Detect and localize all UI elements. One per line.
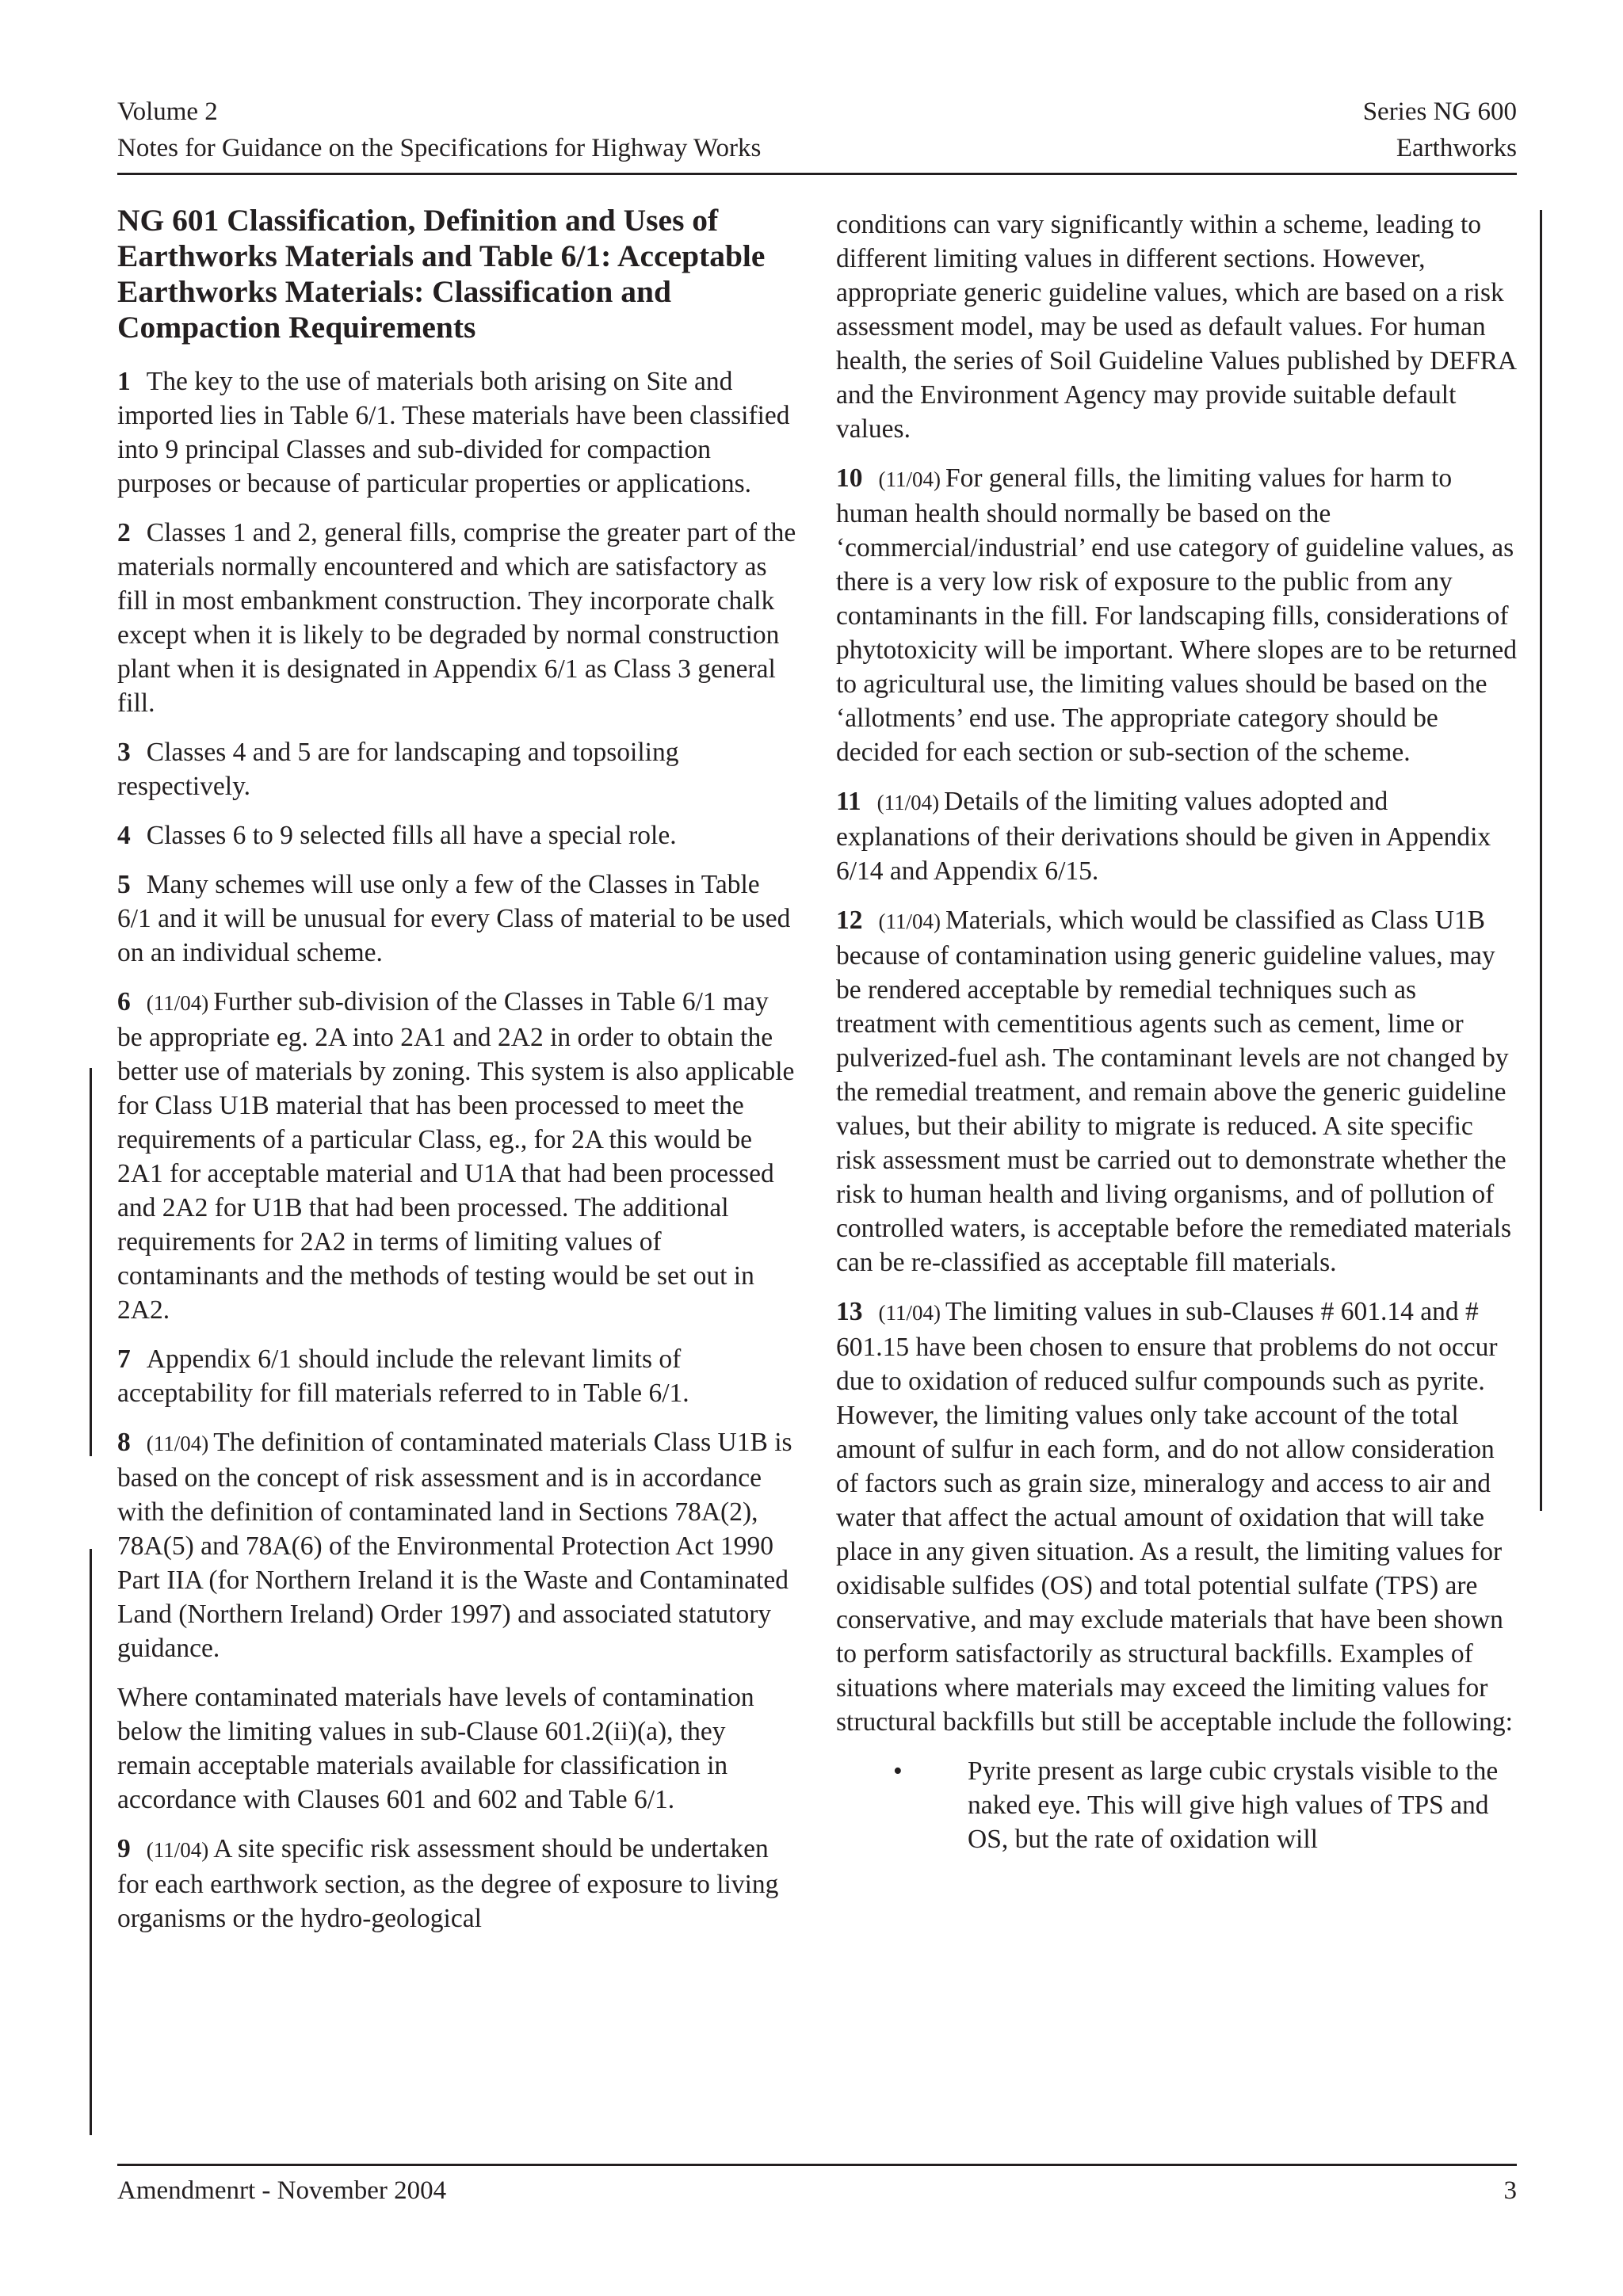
paragraph-10 bbox=[836, 461, 1518, 769]
paragraph-2 bbox=[117, 516, 797, 720]
page-header bbox=[117, 93, 1517, 174]
left-column bbox=[117, 203, 797, 1951]
subject-label: Earthworks bbox=[1396, 134, 1517, 162]
header-right bbox=[1363, 93, 1517, 166]
paragraph-number: 9 bbox=[117, 1834, 131, 1863]
change-bar-right-column bbox=[1540, 210, 1542, 1511]
paragraph-5 bbox=[117, 868, 797, 970]
paragraph-number: 2 bbox=[117, 518, 131, 547]
right-column bbox=[836, 208, 1518, 1856]
paragraph-12 bbox=[836, 903, 1518, 1280]
amendment-date: (11/04) bbox=[878, 1301, 941, 1325]
paragraph-text: A site specific risk assessment should be undertaken for each earthwork section, as the degree of exposure to living organisms or the hydro-geological bbox=[117, 1834, 779, 1933]
footer-rule bbox=[117, 2164, 1517, 2166]
paragraph-7 bbox=[117, 1342, 797, 1410]
paragraph-number: 13 bbox=[836, 1297, 863, 1326]
paragraph-number: 12 bbox=[836, 906, 863, 935]
change-bar-para-6 bbox=[90, 1068, 92, 1456]
amendment-date: (11/04) bbox=[146, 991, 209, 1015]
bullet-icon: • bbox=[893, 1756, 903, 1786]
paragraph-9 bbox=[117, 1832, 797, 1936]
paragraph-text: Classes 6 to 9 selected fills all have a special role. bbox=[146, 821, 677, 850]
paragraph-9-continued: conditions can vary significantly within a scheme, leading to different limiting values in different sections. However, appropriate generic guideline values, which are based on a risk assessment model, may be used as default values. For human health, the series of Soil Guideline Values published by DEFRA and the Environment Agency may provide suitable default values. bbox=[836, 210, 1516, 444]
paragraph-8-continued: Where contaminated materials have levels of contamination below the limiting values in sub-Clause 601.2(ii)(a), they remain acceptable materials available for classification in accordance with Clauses 601 and 602 and Table 6/1. bbox=[117, 1683, 754, 1814]
paragraph-text: The limiting values in sub-Clauses # 601.14 and # 601.15 have been chosen to ensure that problems do not occur due to oxidation of reduced sulfur compounds such as pyrite. However, the limiting values only take account of the total amount of sulfur in each form, and do not allow consideration of factors such as grain size, mineralogy and access to air and water that affect the actual amount of oxidation that will take place in any given situation. As a result, the limiting values for oxidisable sulfides (OS) and total potential sulfate (TPS) are conservative, and may exclude materials that have been shown to perform satisfactorily as structural backfills. Examples of situations where materials may exceed the limiting values for structural backfills but still be acceptable include the following: bbox=[836, 1297, 1513, 1737]
paragraph-8 bbox=[117, 1425, 797, 1665]
paragraph-text: Further sub-division of the Classes in Table 6/1 may be appropriate eg. 2A into 2A1 and 2A2 in order to obtain the better use of materials by zoning. This system is also applicable for Class U1B material that has been processed to meet the requirements of a particular Class, eg., for 2A this would be 2A1 for acceptable material and U1A that had been processed and 2A2 for U1B that had been processed. The additional requirements for 2A2 in terms of limiting values of contaminants and the methods of testing would be set out in 2A2. bbox=[117, 987, 795, 1325]
section-title: NG 601 Classification, Definition and Uses of Earthworks Materials and Table 6/1: Acceptable Earthworks Materials: Classification and Compaction Requirements bbox=[117, 203, 766, 345]
paragraph-text: The definition of contaminated materials Class U1B is based on the concept of risk assessment and is in accordance with the definition of contaminated land in Sections 78A(2), 78A(5) and 78A(6) of the Environmental Protection Act 1990 Part IIA (for Northern Ireland it is the Waste and Contaminated Land (Northern Ireland) Order 1997) and associated statutory guidance. bbox=[117, 1428, 792, 1663]
amendment-date: (11/04) bbox=[876, 791, 940, 814]
page-number: 3 bbox=[1503, 2176, 1517, 2205]
paragraph-1 bbox=[117, 364, 797, 501]
amendment-date: (11/04) bbox=[878, 467, 941, 491]
paragraph-text: Details of the limiting values adopted and explanations of their derivations should be given in Appendix 6/14 and Appendix 6/15. bbox=[836, 787, 1491, 886]
paragraph-text: Classes 4 and 5 are for landscaping and topsoiling respectively. bbox=[117, 738, 679, 801]
amendment-date: (11/04) bbox=[878, 910, 941, 933]
volume-label: Volume 2 bbox=[117, 97, 218, 126]
header-left bbox=[117, 93, 761, 166]
bullet-item bbox=[836, 1754, 1518, 1856]
bullet-text: Pyrite present as large cubic crystals visible to the naked eye. This will give high values of TPS and OS, but the rate of oxidation will bbox=[968, 1756, 1499, 1854]
paragraph-4 bbox=[117, 818, 797, 852]
paragraph-6 bbox=[117, 985, 797, 1327]
page-footer bbox=[117, 2172, 1517, 2209]
paragraph-text: Appendix 6/1 should include the relevant limits of acceptability for fill materials referred to in Table 6/1. bbox=[117, 1344, 689, 1408]
amendment-date: (11/04) bbox=[146, 1838, 209, 1862]
series-label: Series NG 600 bbox=[1362, 97, 1517, 126]
document-title: Notes for Guidance on the Specifications for Highway Works bbox=[117, 134, 762, 162]
amendment-date: (11/04) bbox=[146, 1432, 209, 1455]
paragraph-text: Materials, which would be classified as Class U1B because of contamination using generic guideline values, may be rendered acceptable by remedial techniques such as treatment with cementitious agents such as cement, lime or pulverized-fuel ash. The contaminant levels are not changed by the remedial treatment, and remain above the generic guideline values, but their ability to migrate is reduced. A site specific risk assessment must be carried out to demonstrate whether the risk to human health and living organisms, and of pollution of controlled waters, is acceptable before the remediated materials can be re-classified as acceptable fill materials. bbox=[836, 906, 1511, 1277]
paragraph-number: 10 bbox=[836, 463, 863, 493]
amendment-label: Amendmenrt - November 2004 bbox=[117, 2176, 447, 2205]
paragraph-number: 1 bbox=[117, 367, 131, 396]
paragraph-number: 6 bbox=[117, 987, 131, 1016]
paragraph-11 bbox=[836, 784, 1518, 888]
paragraph-number: 8 bbox=[117, 1428, 131, 1457]
paragraph-text: Many schemes will use only a few of the Classes in Table 6/1 and it will be unusual for every Class of material to be used on an individual scheme. bbox=[117, 870, 791, 967]
paragraph-text: The key to the use of materials both arising on Site and imported lies in Table 6/1. These materials have been classified into 9 principal Classes and sub-divided for compaction purposes or because of particular properties or applications. bbox=[117, 367, 790, 498]
paragraph-number: 7 bbox=[117, 1344, 131, 1374]
paragraph-number: 4 bbox=[117, 821, 131, 850]
paragraph-number: 5 bbox=[117, 870, 131, 899]
paragraph-number: 3 bbox=[117, 738, 131, 767]
change-bar-para-8-9 bbox=[90, 1549, 92, 2135]
header-rule bbox=[117, 173, 1517, 175]
paragraph-text: For general fills, the limiting values for harm to human health should normally be based on the ‘commercial/industrial’ end use category of guideline values, as there is a very low risk of exposure to the public from any contaminants in the fill. For landscaping fills, considerations of phytotoxicity will be important. Where slopes are to be returned to agricultural use, the limiting values should be based on the ‘allotments’ end use. The appropriate category should be decided for each section or sub-section of the scheme. bbox=[836, 463, 1517, 767]
paragraph-number: 11 bbox=[836, 787, 861, 816]
paragraph-text: Classes 1 and 2, general fills, comprise the greater part of the materials normally encountered and which are satisfactory as fill in most embankment construction. They incorporate chalk except when it is likely to be degraded by normal construction plant when it is designated in Appendix 6/1 as Class 3 general fill. bbox=[117, 518, 796, 718]
paragraph-3 bbox=[117, 735, 797, 803]
paragraph-13 bbox=[836, 1295, 1518, 1739]
